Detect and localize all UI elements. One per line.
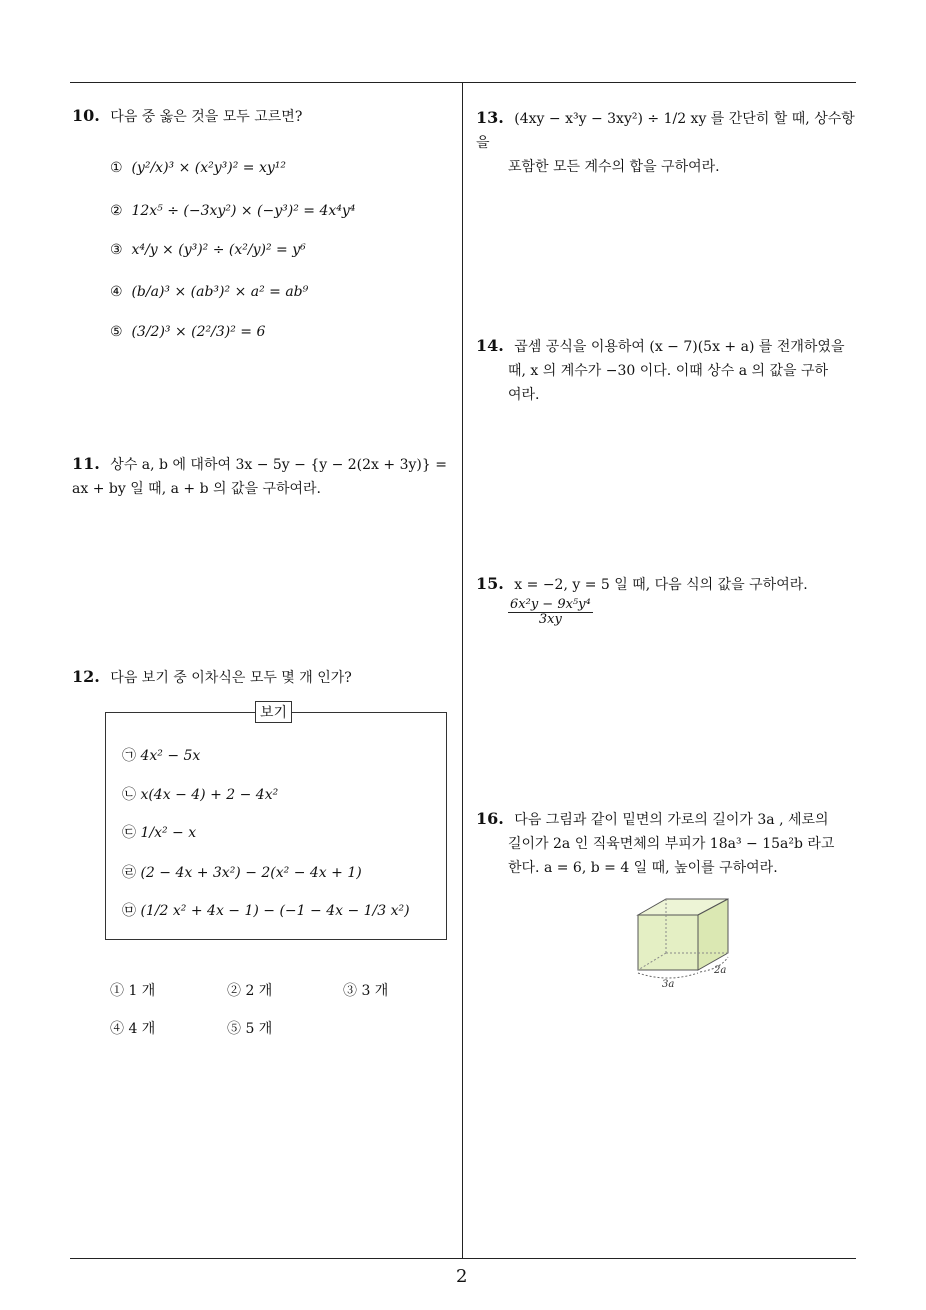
- question-number: 15.: [476, 574, 504, 593]
- question-13: 13. (4xy − x³y − 3xy²) ÷ 1/2 xy 를 간단히 할 때, 상수항을 포함한 모든 계수의 합을 구하여라.: [476, 108, 855, 175]
- q12-choice-2[interactable]: ② 2 개: [227, 983, 273, 999]
- question-12: 12. 다음 보기 중 이차식은 모두 몇 개 인가?: [72, 667, 352, 686]
- question-number: 14.: [476, 336, 504, 355]
- page-number: 2: [456, 1266, 468, 1287]
- question-number: 11.: [72, 454, 100, 473]
- q12-choice-1[interactable]: ① 1 개: [110, 983, 156, 999]
- question-number: 10.: [72, 106, 100, 125]
- q10-option-1[interactable]: ① (y²/x)³ × (x²y³)² = xy¹²: [110, 160, 286, 176]
- example-item-4: ㉣ (2 − 4x + 3x²) − 2(x² − 4x + 1): [122, 865, 362, 881]
- column-divider: [462, 82, 463, 1258]
- question-number: 13.: [476, 108, 504, 127]
- cuboid-front-face: [638, 915, 698, 970]
- question-10: [72, 102, 452, 130]
- bottom-rule: [70, 1258, 856, 1259]
- q12-choice-5[interactable]: ⑤ 5 개: [227, 1021, 273, 1037]
- question-number: 16.: [476, 809, 504, 828]
- question-16: 16. 다음 그림과 같이 밑면의 가로의 길이가 3a , 세로의 길이가 2a 인 직육면체의 부피가 18a³ − 15a²b 라고 한다. a = 6, b = 4 일 때, 높이를 구하여라.: [476, 809, 835, 876]
- cuboid-figure: [628, 895, 768, 995]
- label-width: 3a: [662, 979, 675, 990]
- q10-option-3[interactable]: ③ x⁴/y × (y³)² ÷ (x²/y)² = y⁶: [110, 242, 306, 258]
- top-rule: [70, 82, 856, 83]
- q12-choice-4[interactable]: ④ 4 개: [110, 1021, 156, 1037]
- q10-option-5[interactable]: ⑤ (3/2)³ × (2²/3)² = 6: [110, 324, 266, 340]
- question-11: 11. 상수 a, b 에 대하여 3x − 5y − {y − 2(2x + 3y)} = ax + by 일 때, a + b 의 값을 구하여라.: [72, 454, 447, 497]
- example-item-2: ㉡ x(4x − 4) + 2 − 4x²: [122, 787, 279, 803]
- label-depth: 2a: [714, 965, 727, 976]
- question-text: 다음 중 옳은 것을 모두 고르면?: [110, 109, 303, 125]
- example-box-label: 보기: [255, 701, 292, 723]
- question-15: 15. x = −2, y = 5 일 때, 다음 식의 값을 구하여라.: [476, 574, 808, 593]
- q10-option-2[interactable]: ② 12x⁵ ÷ (−3xy²) × (−y³)² = 4x⁴y⁴: [110, 203, 356, 219]
- example-item-3: ㉢ 1/x² − x: [122, 825, 197, 841]
- q15-fraction: $\frac{\text{6x²y − 9x⁵y⁴}}{3xy}$: [510, 597, 591, 628]
- question-14: 14. 곱셈 공식을 이용하여 (x − 7)(5x + a) 를 전개하였을 때, x 의 계수가 −30 이다. 이때 상수 a 의 값을 구하 여라.: [476, 336, 845, 403]
- question-number: 12.: [72, 667, 100, 686]
- example-item-1: ㉠ 4x² − 5x: [122, 748, 201, 764]
- example-item-5: ㉤ (1/2 x² + 4x − 1) − (−1 − 4x − 1/3 x²): [122, 903, 410, 919]
- q10-option-4[interactable]: ④ (b/a)³ × (ab³)² × a² = ab⁹: [110, 284, 309, 300]
- q12-choice-3[interactable]: ③ 3 개: [343, 983, 389, 999]
